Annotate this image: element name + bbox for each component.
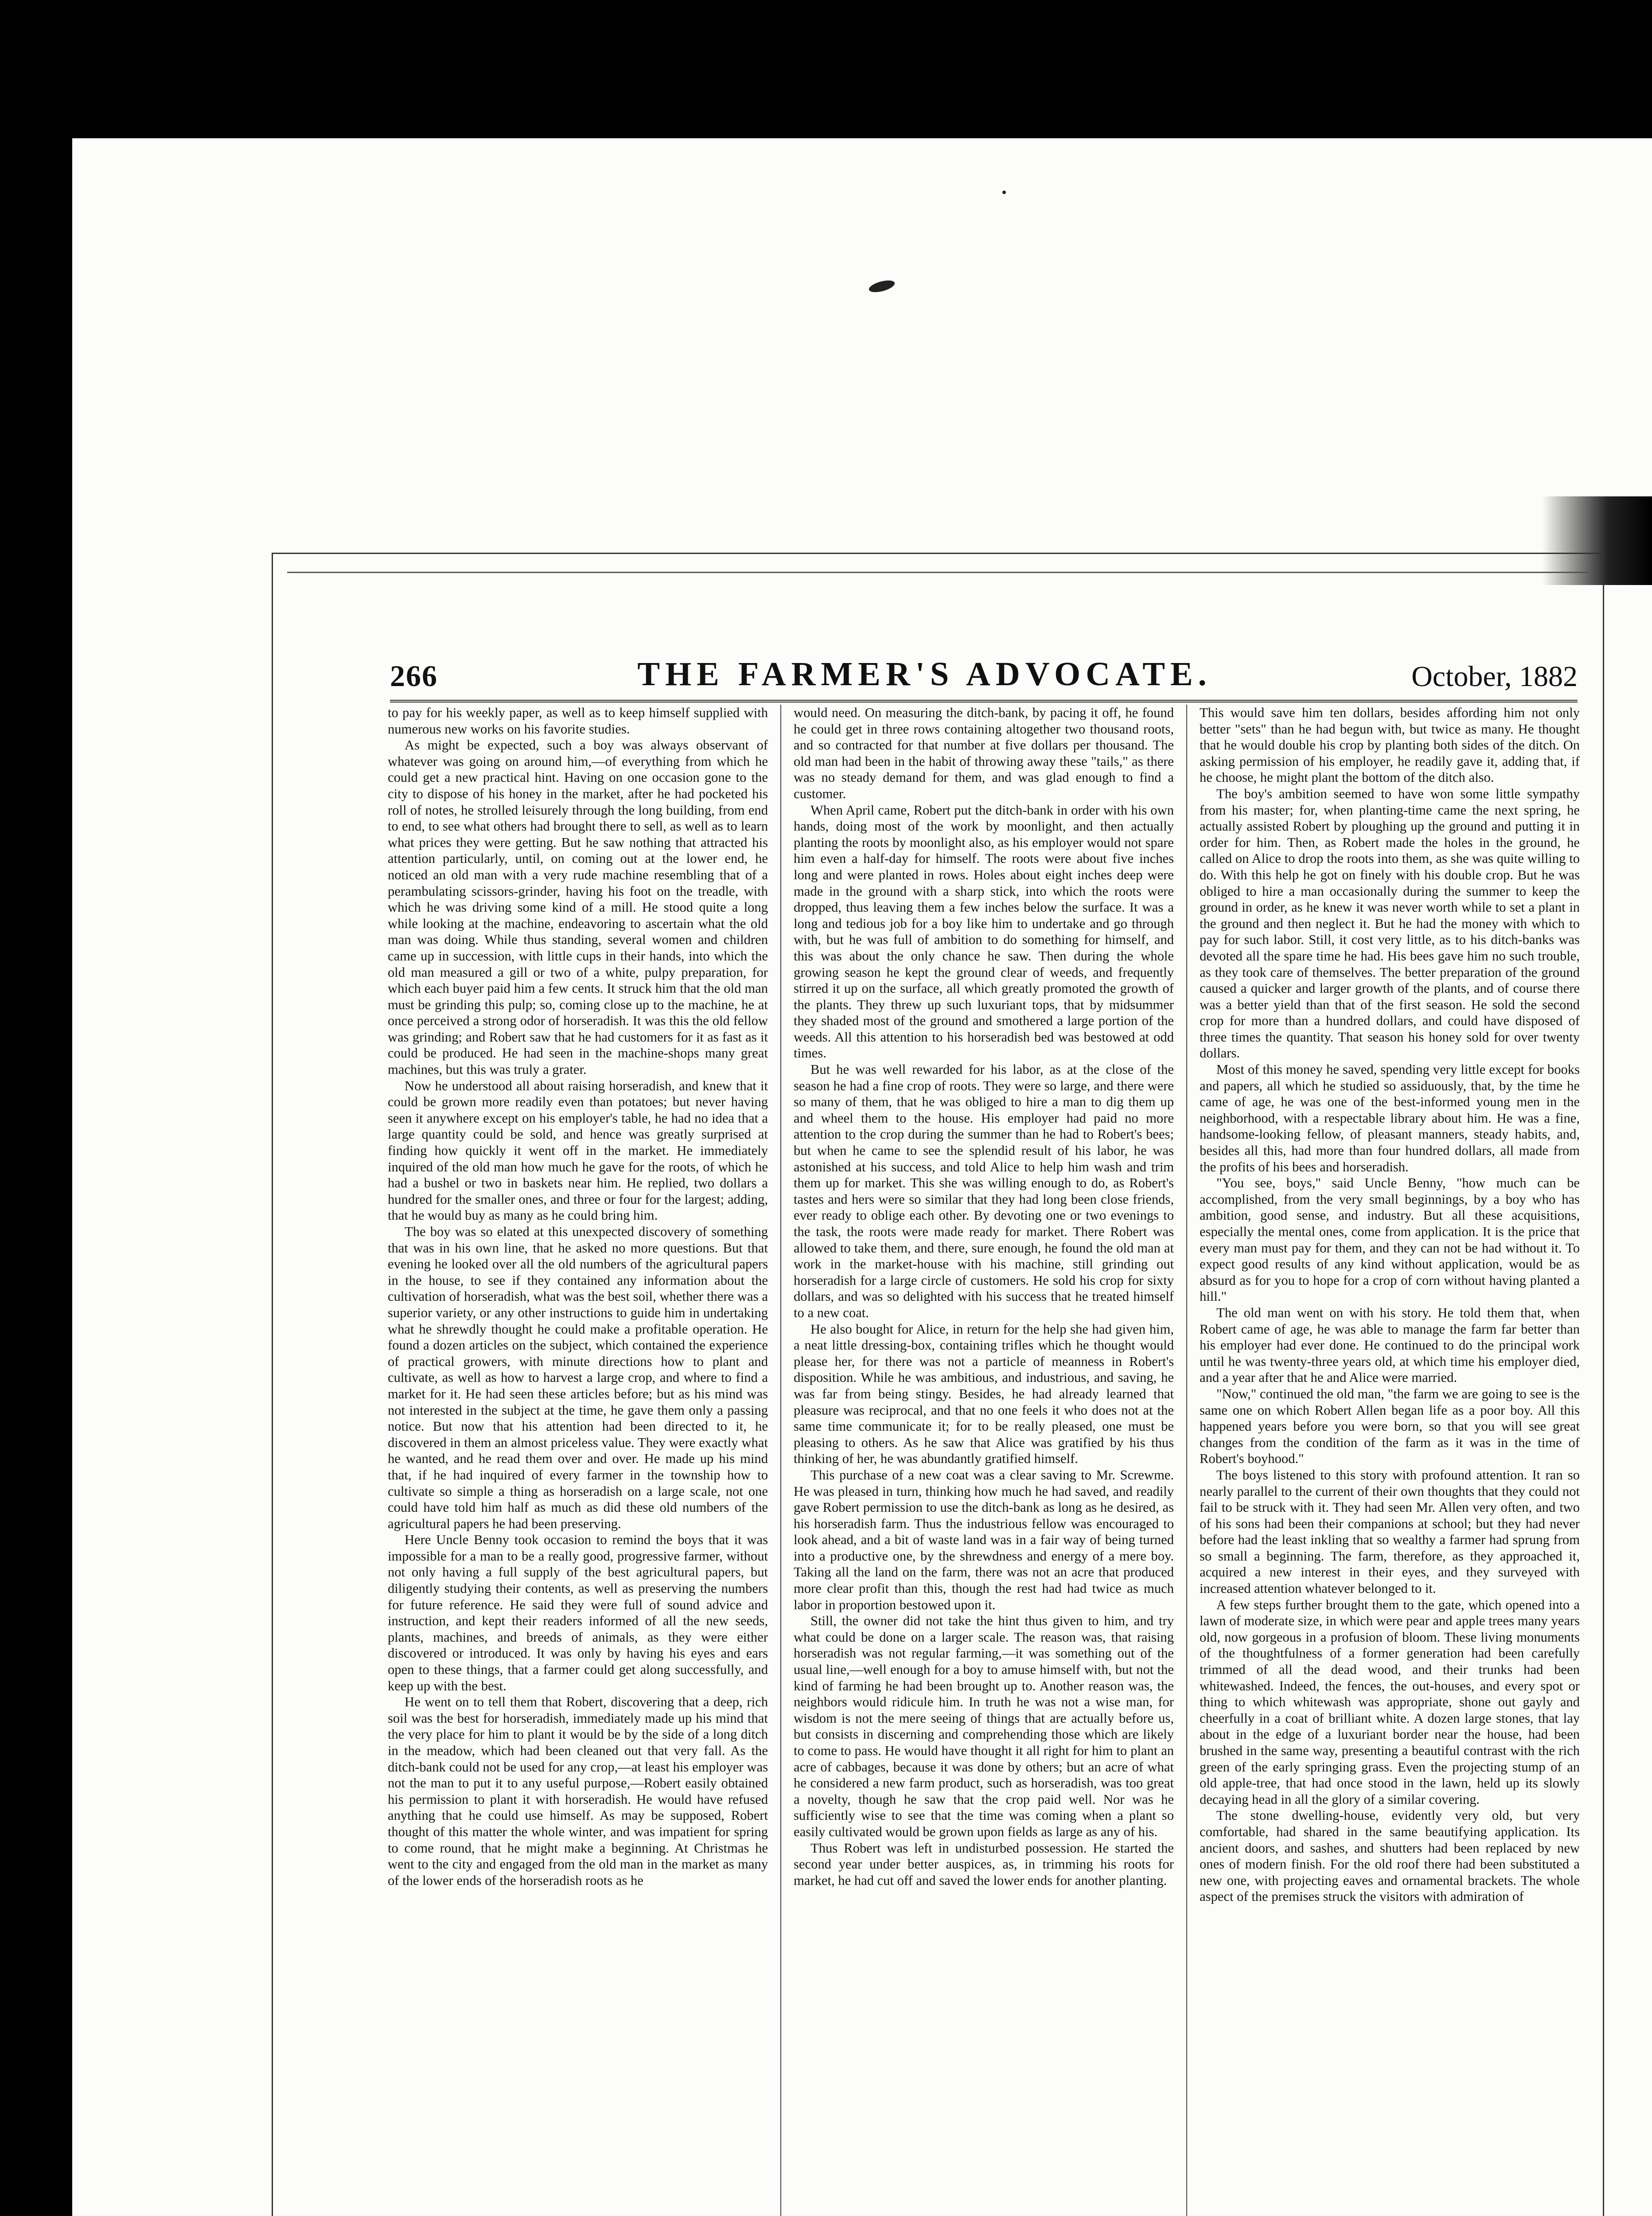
paragraph: "Now," continued the old man, "the farm we are going to see is the same one on which Robert Allen began life as a poor boy. All this happened years before you were born, so that you will see great changes from the condition of the farm as it was in the time of Robert's boyhood." bbox=[1200, 1386, 1580, 1467]
paragraph: When April came, Robert put the ditch-bank in order with his own hands, doing most of the work by moonlight, and then actually planting the roots by moonlight also, as his employer would not spare him even a half-day for himself. The roots were about five inches long and were planted in rows. Holes about eight inches deep were made in the ground with a sharp stick, into which the roots were dropped, thus leaving them a few inches below the surface. It was a long and tedious job for a boy like him to undertake and go through with, but he was full of ambition to do something for himself, and this was about the only chance he saw. Then during the whole growing season he kept the ground clear of weeds, and frequently stirred it up on the surface, all which greatly promoted the growth of the plants. They threw up such luxuriant tops, that by midsummer they shaded most of the ground and smothered a large portion of the weeds. All this attention to his horseradish bed was bestowed at odd times. bbox=[794, 802, 1174, 1061]
paragraph: Thus Robert was left in undisturbed possession. He started the second year under better auspices, as, in trimming his roots for market, he had cut off and saved the lower ends for another planting. bbox=[794, 1840, 1174, 1888]
paragraph: The boy was so elated at this unexpected discovery of something that was in his own line, that he asked no more questions. But that evening he looked over all the old numbers of the agricultural papers in the house, to see if they contained any information about the cultivation of horseradish, what was the best soil, whether there was a superior variety, or any other instructions to guide him in undertaking what he shrewdly thought he could make a profitable operation. He found a dozen articles on the subject, which contained the experience of practical growers, with minute directions how to plant and cultivate, as well as how to harvest a large crop, and where to find a market for it. He had seen these articles before; but as his mind was not interested in the subject at the time, he gave them only a passing notice. But now that his attention had been directed to it, he discovered in them an almost priceless value. They were exactly what he wanted, and he read them over and over. He made up his mind that, if he had inquired of every farmer in the township how to cultivate so simple a thing as horseradish on a large scale, not one could have told him half as much as did these old numbers of the agricultural papers he had been preserving. bbox=[388, 1224, 768, 1531]
column-divider bbox=[780, 705, 781, 2216]
paragraph: "You see, boys," said Uncle Benny, "how much can be accomplished, from the very small beginnings, by a boy who has ambition, good sense, and industry. But all these acquisitions, especially the mental ones, come from application. It is the price that every man must pay for them, and they can not be had without it. To expect good results of any kind without application, would be as absurd as for you to hope for a crop of corn without having planted a hill." bbox=[1200, 1175, 1580, 1304]
issue-date: October, 1882 bbox=[1411, 660, 1578, 693]
paragraph: Now he understood all about raising horseradish, and knew that it could be grown more readily even than potatoes; but never having seen it anywhere except on his employer's table, he had no idea that a large quantity could be sold, and hence was greatly surprised at finding how quickly it went off in the market. He immediately inquired of the old man how much he gave for the roots, of which he had a bushel or two in baskets near him. He replied, two dollars a hundred for the smaller ones, and three or four for the largest; adding, that he would buy as many as he could bring him. bbox=[388, 1078, 768, 1223]
paragraph: But he was well rewarded for his labor, as at the close of the season he had a fine crop of roots. They were so large, and there were so many of them, that he was obliged to hire a man to dig them up and wheel them to the house. His employer had paid no more attention to the crop during the summer than he had to Robert's bees; but when he came to see the splendid result of his labor, he was astonished at his success, and told Alice to help him wash and trim them up for market. This she was willing enough to do, as Robert's tastes and hers were so similar that they had long been close friends, ever ready to oblige each other. By devoting one or two evenings to the task, the roots were made ready for market. There Robert was allowed to take them, and there, sure enough, he found the old man at work in the market-house with his machine, still grinding out horseradish for a large circle of customers. He sold his crop for sixty dollars, and was so delighted with his success that he treated himself to a new coat. bbox=[794, 1062, 1174, 1320]
paragraph: Here Uncle Benny took occasion to remind the boys that it was impossible for a man to be a really good, progressive farmer, without not only having a full supply of the best agricultural papers, but diligently studying their contents, as well as preserving the numbers for future reference. He said they were full of sound advice and instruction, and kept their readers informed of all the new seeds, plants, machines, and breeds of animals, as they were either discovered or introduced. It was only by having his eyes and ears open to these things, that a farmer could get along successfully, and keep up with the best. bbox=[388, 1532, 768, 1693]
masthead bbox=[390, 645, 1578, 702]
column-divider bbox=[1186, 705, 1187, 2216]
paragraph: The old man went on with his story. He told them that, when Robert came of age, he was able to manage the farm far better than his employer had ever done. He continued to do the principal work until he was twenty-three years old, at which time his employer died, and a year after that he and Alice were married. bbox=[1200, 1305, 1580, 1385]
paragraph: Most of this money he saved, spending very little except for books and papers, all which he studied so assiduously, that, by the time he came of age, he was one of the best-informed young men in the neighborhood, with a respectable library about him. He was a fine, handsome-looking fellow, of pleasant manners, steady habits, and, besides all this, had more than four hundred dollars, all made from the profits of his bees and horseradish. bbox=[1200, 1062, 1580, 1174]
paragraph: A few steps further brought them to the gate, which opened into a lawn of moderate size, in which were pear and apple trees many years old, now gorgeous in a profusion of bloom. These living monuments of the thoughtfulness of a former generation had been carefully trimmed of all the dead wood, and their trunks had been whitewashed. Indeed, the fences, the out-houses, and every spot or thing to which whitewash was appropriate, shone out gayly and cheerfully in a coat of brilliant white. A dozen large stones, that lay about in the edge of a luxuriant border near the house, had been brushed in the same way, presenting a beautiful contrast with the rich green of the early springing grass. Even the projecting stump of an old apple-tree, that had once stood in the lawn, held up its slowly decaying head in all the glory of a similar covering. bbox=[1200, 1597, 1580, 1807]
column-2 bbox=[794, 705, 1174, 2216]
paragraph: He also bought for Alice, in return for the help she had given him, a neat little dressing-box, containing trifles which he thought would please her, for there was not a particle of meanness in Robert's disposition. While he was ambitious, and industrious, and saving, he was far from being stingy. Besides, he had already learned that pleasure was reciprocal, and that no one feels it who does not at the same time communicate it; for to be really pleased, one must be pleasing to others. As he saw that Alice was gratified by his thus thinking of her, he was abundantly gratified himself. bbox=[794, 1321, 1174, 1467]
paragraph: This would save him ten dollars, besides affording him not only better "sets" than he had begun with, but twice as many. He thought that he would double his crop by planting both sides of the ditch. On asking permission of his employer, he readily gave it, adding that, if he choose, he might plant the bottom of the ditch also. bbox=[1200, 705, 1580, 785]
paragraph: The boys listened to this story with profound attention. It ran so nearly parallel to the current of their own thoughts that they could not fail to be struck with it. They had seen Mr. Allen very often, and two of his sons had been their companions at school; but they had never before had the least inkling that so wealthy a farmer had sprung from so small a beginning. The farm, therefore, as they approached it, acquired a new interest in their eyes, and they surveyed with increased attention whatever belonged to it. bbox=[1200, 1467, 1580, 1596]
ink-speck bbox=[1002, 191, 1006, 194]
paragraph: As might be expected, such a boy was always observant of whatever was going on around him,—of everything from which he could get a new practical hint. Having on one occasion gone to the city to dispose of his honey in the market, after he had pocketed his roll of notes, he strolled leisurely through the long building, from end to end, to see what others had brought there to sell, as well as to learn what prices they were getting. But he saw nothing that attracted his attention particularly, until, on coming out at the lower end, he noticed an old man with a very rude machine resembling that of a perambulating scissors-grinder, having his foot on the treadle, with which he was driving some kind of a mill. He stood quite a long while looking at the machine, endeavoring to ascertain what the old man was doing. While thus standing, several women and children came up in succession, with little cups in their hands, into which the old man measured a gill or two of a white, pulpy preparation, for which each buyer paid him a few cents. It struck him that the old man must be grinding this pulp; so, coming close up to the machine, he at once perceived a strong odor of horseradish. It was this the old fellow was grinding; and Robert saw that he had customers for it as fast as it could be produced. He had seen in the machine-shops many great machines, but this was truly a grater. bbox=[388, 737, 768, 1077]
column-3 bbox=[1200, 705, 1580, 2216]
paragraph: This purchase of a new coat was a clear saving to Mr. Screwme. He was pleased in turn, thinking how much he had saved, and readily gave Robert permission to use the ditch-bank as long as he desired, as his horseradish farm. Thus the industrious fellow was encouraged to look ahead, and a bit of waste land was in a fair way of being turned into a productive one, by the shrewdness and energy of a mere boy. Taking all the land on the farm, there was not an acre that produced more clear profit than this, though the rest had had twice as much labor in proportion bestowed upon it. bbox=[794, 1467, 1174, 1612]
paragraph: He went on to tell them that Robert, discovering that a deep, rich soil was the best for horseradish, immediately made up his mind that the very place for him to plant it would be by the side of a long ditch in the meadow, which had been cleaned out that very fall. As the ditch-bank could not be used for any crop,—at least his employer was not the man to put it to any useful purpose,—Robert easily obtained his permission to plant it with horseradish. He would have refused anything that he could use himself. As may be supposed, Robert thought of this matter the whole winter, and was impatient for spring to come round, that he might make a beginning. At Christmas he went to the city and engaged from the old man in the market as many of the lower ends of the horseradish roots as he bbox=[388, 1694, 768, 1888]
paragraph: The boy's ambition seemed to have won some little sympathy from his master; for, when planting-time came the next spring, he actually assisted Robert by ploughing up the ground and putting it in order for him. Then, as Robert made the holes in the ground, he called on Alice to drop the roots into them, as she was quite willing to do. With this help he got on finely with his double crop. But he was obliged to hire a man occasionally during the summer to keep the ground in order, as he knew it was never worth while to set a plant in the ground and then neglect it. But he had the money with which to pay for such labor. Still, it cost very little, as to his ditch-banks was devoted all the spare time he had. His bees gave him no such trouble, as they took care of themselves. The better preparation of the ground caused a quicker and larger growth of the plants, and of course there was a better yield than that of the first season. He sold the second crop for more than a hundred dollars, and could have disposed of three times the quantity. That season his honey sold for over twenty dollars. bbox=[1200, 786, 1580, 1061]
article-columns bbox=[388, 705, 1580, 2216]
scan-border-left bbox=[0, 138, 72, 2216]
page-number: 266 bbox=[390, 659, 438, 693]
column-1 bbox=[388, 705, 768, 2216]
scan-border-top bbox=[0, 0, 1652, 138]
newspaper-title: THE FARMER'S ADVOCATE. bbox=[637, 655, 1212, 693]
paragraph: to pay for his weekly paper, as well as to keep himself supplied with numerous new works on his favorite studies. bbox=[388, 705, 768, 737]
paragraph: The stone dwelling-house, evidently very old, but very comfortable, had shared in the same beautifying application. Its ancient doors, and sashes, and shutters had been replaced by new ones of modern finish. For the old roof there had been substituted a new one, with projecting eaves and ornamental brackets. The whole aspect of the premises struck the visitors with admiration of bbox=[1200, 1808, 1580, 1904]
paragraph: Still, the owner did not take the hint thus given to him, and try what could be done on a larger scale. The reason was, that raising horseradish was not regular farming,—it was something out of the usual line,—well enough for a boy to amuse himself with, but not the kind of farming he had been brought up to. Another reason was, the neighbors would ridicule him. In truth he was not a wise man, for wisdom is not the mere seeing of things that are actually before us, but consists in discerning and comprehending those which are likely to come to pass. He would have thought it all right for him to plant an acre of cabbages, because it was done by others; but an acre of what he considered a new farm product, such as horseradish, was too great a novelty, though he saw that the crop paid well. Nor was he sufficiently wise to see that the time was coming when a plant so easily cultivated would be grown upon fields as large as any of his. bbox=[794, 1613, 1174, 1839]
paragraph: would need. On measuring the ditch-bank, by pacing it off, he found he could get in three rows containing altogether two thousand roots, and so contracted for that number at five dollars per thousand. The old man had been in the habit of throwing away these "tails," as there was no steady demand for them, and was glad enough to find a customer. bbox=[794, 705, 1174, 801]
